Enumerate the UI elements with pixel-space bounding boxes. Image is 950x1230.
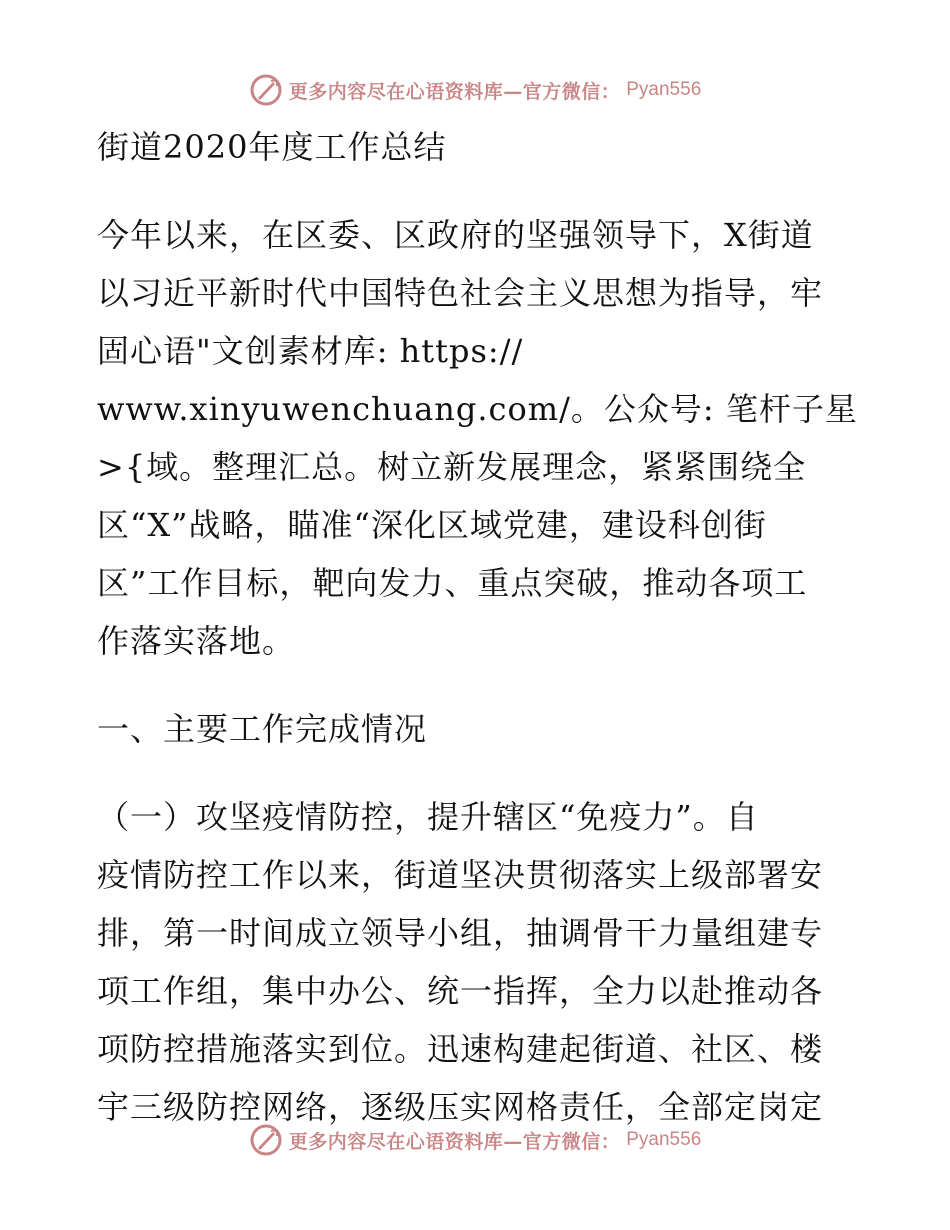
watermark-banner-bottom	[0, 1120, 950, 1160]
watermark-text: 更多内容尽在心语资料库—官方微信：	[288, 80, 621, 103]
watermark-wechat-id: Pyan556	[626, 1129, 702, 1150]
paragraph-line: 项工作组，集中办公、统一指挥，全力以赴推动各	[97, 972, 824, 1010]
paragraph-line: （一）攻坚疫情防控，提升辖区“免疫力”。自	[97, 798, 759, 836]
paragraph-line: >{域。整理汇总。树立新发展理念，紧紧围绕全	[97, 448, 807, 486]
paragraph-line: 固心语"文创素材库: https://	[97, 332, 524, 370]
watermark-banner-top	[0, 70, 950, 110]
paragraph-intro	[97, 206, 857, 670]
paragraph-line: 区“X”战略，瞄准“深化区域党建，建设科创街	[97, 506, 767, 544]
document-title: 街道2020年度工作总结	[97, 128, 447, 166]
quill-logo-icon	[249, 73, 283, 107]
quill-logo-icon	[249, 1123, 283, 1157]
paragraph-line: 今年以来，在区委、区政府的坚强领导下，X街道	[97, 216, 814, 254]
paragraph-line: 作落实落地。	[97, 622, 296, 660]
watermark-wechat-id: Pyan556	[626, 79, 702, 100]
section-heading: 一、主要工作完成情况	[97, 710, 428, 748]
paragraph-line: www.xinyuwenchuang.com/。公众号: 笔杆子星	[97, 390, 858, 428]
document-body	[97, 118, 857, 1136]
watermark-text: 更多内容尽在心语资料库—官方微信：	[288, 1130, 621, 1153]
paragraph-line: 疫情防控工作以来，街道坚决贯彻落实上级部署安	[97, 856, 824, 894]
paragraph-epidemic	[97, 788, 857, 1136]
paragraph-line: 以习近平新时代中国特色社会主义思想为指导，牢	[97, 274, 824, 312]
paragraph-line: 区”工作目标，靶向发力、重点突破，推动各项工	[97, 564, 808, 602]
paragraph-line: 项防控措施落实到位。迅速构建起街道、社区、楼	[97, 1030, 824, 1068]
paragraph-line: 排，第一时间成立领导小组，抽调骨干力量组建专	[97, 914, 824, 952]
paragraph-line: 宇三级防控网络，逐级压实网格责任，全部定岗定	[97, 1088, 824, 1126]
